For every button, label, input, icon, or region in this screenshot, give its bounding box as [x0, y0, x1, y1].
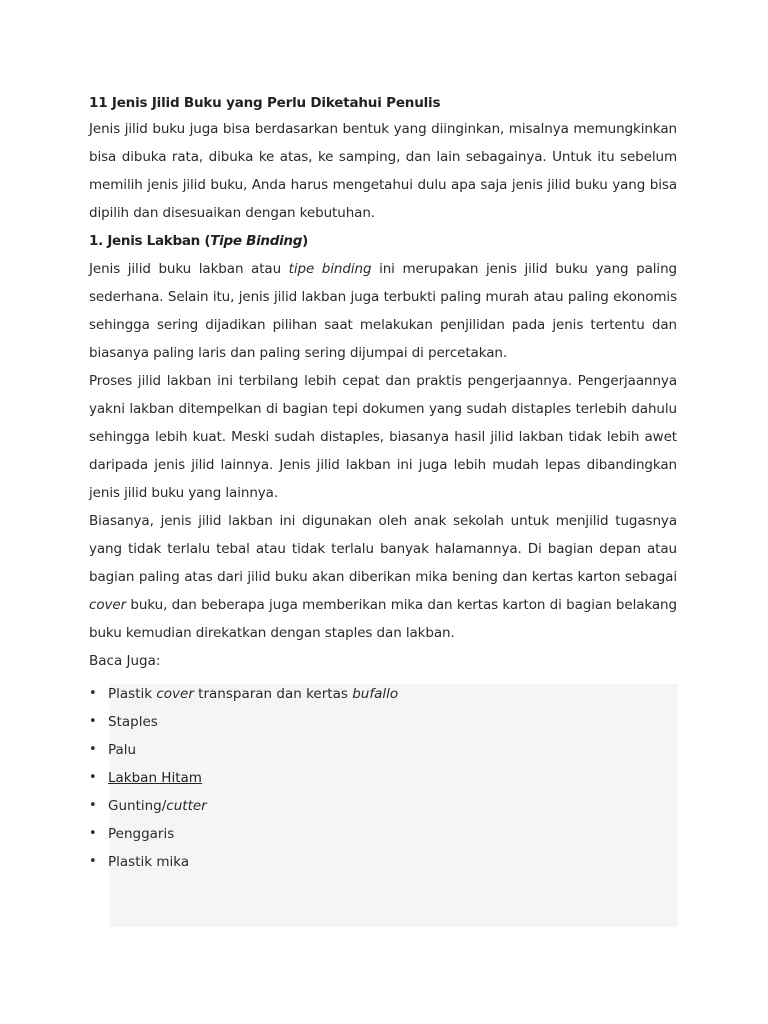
document-title: 11 Jenis Jilid Buku yang Perlu Diketahui Penulis	[89, 95, 441, 111]
list-item-text: Staples	[108, 714, 158, 730]
list-item-italic: bufallo	[352, 686, 399, 702]
section-heading	[89, 227, 677, 255]
bullet-icon: •	[89, 854, 97, 869]
document-body	[89, 92, 677, 675]
paragraph-3	[89, 507, 677, 647]
list-item	[89, 792, 679, 820]
paragraph-3-text-b: buku, dan beberapa juga memberikan mika dan kertas karton di bagian belakang buku kemudian direkatkan dengan staples dan lakban.	[89, 597, 677, 641]
list-item	[89, 708, 679, 736]
lakban-hitam-link[interactable]: Lakban Hitam	[108, 770, 202, 786]
list-item-text: transparan dan kertas	[193, 686, 353, 702]
list-item	[89, 736, 679, 764]
bullet-icon: •	[89, 770, 97, 785]
list-item	[89, 764, 679, 792]
list-item-italic: cutter	[166, 798, 207, 814]
list-item-text: Gunting/	[108, 798, 167, 814]
paragraph-2: Proses jilid lakban ini terbilang lebih cepat dan praktis pengerjaannya. Pengerjaannya yakni lakban ditempelkan di bagian tepi dokumen yang sudah distaples terlebih dahulu sehingga lebih kuat. Meski sudah distaples, biasanya hasil jilid lakban tidak lebih awet daripada jenis jilid lainnya. Jenis jilid lakban ini juga lebih mudah lepas dibandingkan jenis jilid buku yang lainnya.	[89, 373, 677, 501]
bullet-icon: •	[89, 714, 97, 729]
bullet-icon: •	[89, 826, 97, 841]
paragraph-1-text-a: Jenis jilid buku lakban atau	[89, 261, 289, 277]
list-item	[89, 848, 679, 876]
section-heading-prefix: 1. Jenis Lakban (	[89, 233, 211, 249]
list-item-text: Plastik	[108, 686, 157, 702]
section-heading-suffix: )	[302, 233, 308, 249]
list-item	[89, 820, 679, 848]
list-item	[89, 680, 679, 708]
list-item-text: Plastik mika	[108, 854, 190, 870]
list-item-italic: cover	[156, 686, 194, 702]
bullet-icon: •	[89, 798, 97, 813]
bullet-icon: •	[89, 742, 97, 757]
bullet-icon: •	[89, 686, 97, 701]
list-item-text: Palu	[108, 742, 137, 758]
materials-list	[89, 680, 679, 876]
paragraph-1	[89, 255, 677, 367]
paragraph-1-italic: tipe binding	[288, 261, 372, 277]
paragraph-1-text-b: ini merupakan jenis jilid buku yang paling sederhana. Selain itu, jenis jilid lakban juga terbukti paling murah atau paling ekonomis sehingga sering dijadikan pilihan saat melakukan penjilidan pada jenis tertentu dan biasanya paling laris dan paling sering dijumpai di percetakan.	[89, 261, 677, 361]
baca-juga-label: Baca Juga:	[89, 653, 161, 669]
section-heading-italic: Tipe Binding	[210, 233, 303, 249]
paragraph-3-italic: cover	[89, 597, 127, 613]
paragraph-3-text-a: Biasanya, jenis jilid lakban ini digunakan oleh anak sekolah untuk menjilid tugasnya yang tidak terlalu tebal atau tidak terlalu banyak halamannya. Di bagian depan atau bagian paling atas dari jilid buku akan diberikan mika bening dan kertas karton sebagai	[89, 513, 677, 585]
intro-paragraph: Jenis jilid buku juga bisa berdasarkan bentuk yang diinginkan, misalnya memungkinkan bisa dibuka rata, dibuka ke atas, ke samping, dan lain sebagainya. Untuk itu sebelum memilih jenis jilid buku, Anda harus mengetahui dulu apa saja jenis jilid buku yang bisa dipilih dan disesuaikan dengan kebutuhan.	[89, 121, 677, 221]
list-item-text: Penggaris	[108, 826, 175, 842]
